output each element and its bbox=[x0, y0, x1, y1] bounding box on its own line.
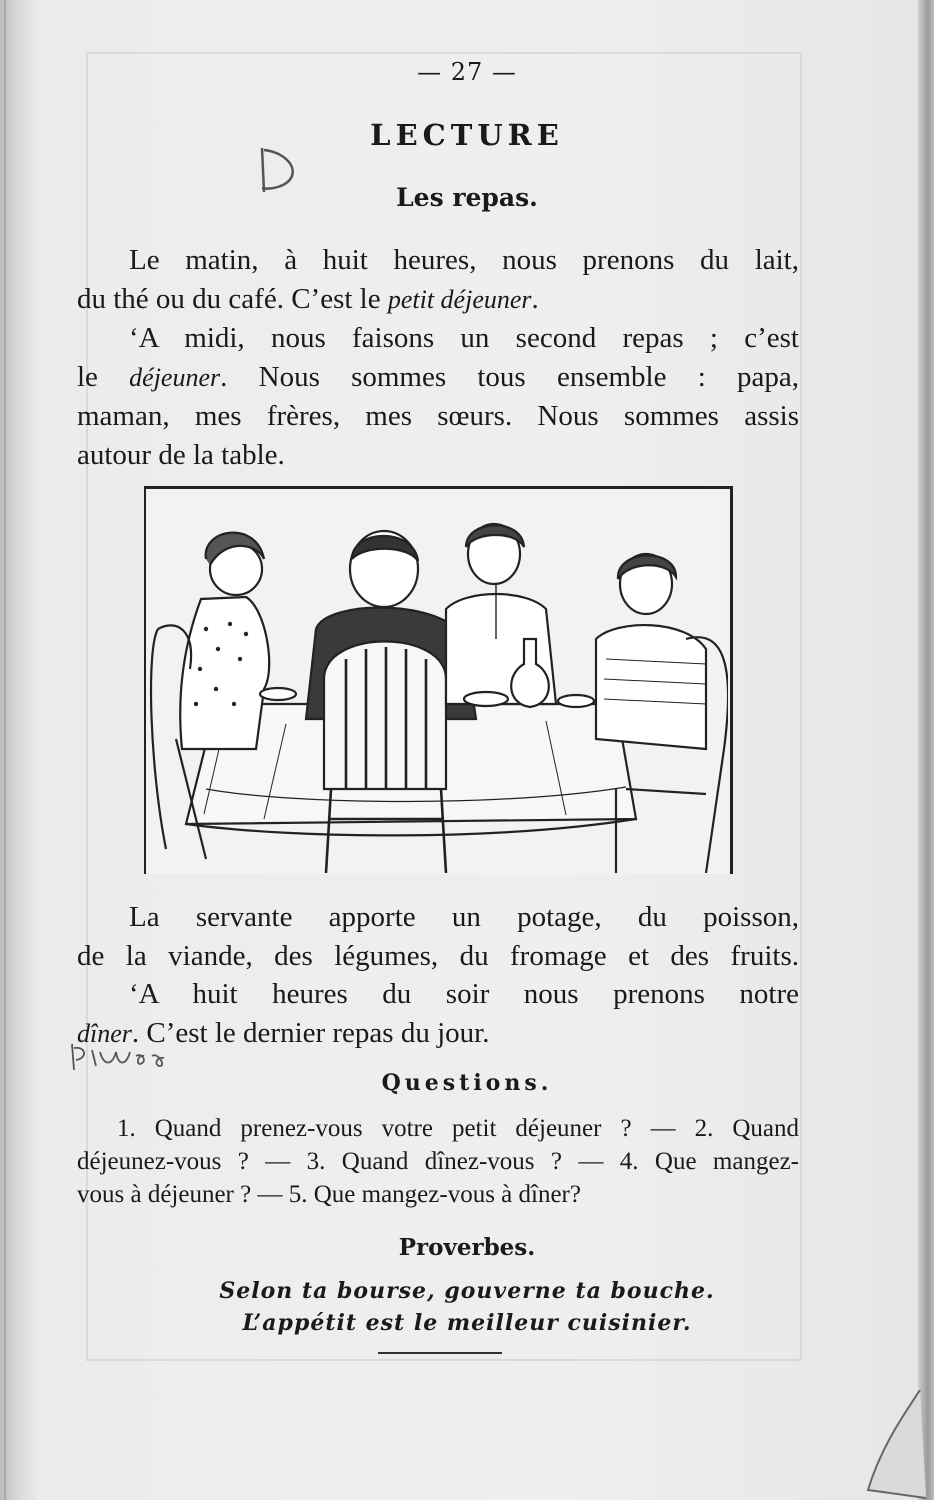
questions-block bbox=[77, 1112, 799, 1211]
questions-heading: Questions. bbox=[381, 1070, 553, 1096]
question-line: vous à déjeuner ? — 5. Que mangez-vous à dîner? bbox=[77, 1181, 581, 1208]
proverb-2: L’appétit est le meilleur cuisinier. bbox=[242, 1310, 692, 1336]
pencil-mark-icon bbox=[252, 140, 302, 200]
page-edge bbox=[918, 0, 934, 1500]
closing-rule bbox=[378, 1352, 502, 1354]
text-line: La servante apporte un potage, du poisson, bbox=[129, 901, 799, 933]
question-line: déjeunez-vous ? — 3. Quand dînez-vous ? — 4. Que mangez- bbox=[77, 1148, 799, 1175]
page-curl-icon bbox=[860, 1390, 930, 1500]
italic-term: petit déjeuner bbox=[387, 284, 532, 314]
section-subtitle: Les repas. bbox=[396, 183, 538, 212]
proverb-1: Selon ta bourse, gouverne ta bouche. bbox=[219, 1278, 715, 1304]
text-line: de la viande, des légumes, du fromage et des fruits. bbox=[77, 939, 799, 972]
reading-paragraph-2 bbox=[77, 898, 799, 1053]
italic-term: déjeuner bbox=[129, 362, 221, 392]
question-line: 1. Quand prenez-vous votre petit déjeuner ? — 2. Quand bbox=[117, 1115, 799, 1142]
text-line: du thé ou du café. C’est le petit déjeuner. bbox=[77, 282, 539, 315]
page-number: — 27 — bbox=[417, 58, 517, 86]
illustration-drawing bbox=[146, 489, 728, 873]
italic-term: dîner bbox=[77, 1018, 132, 1048]
family-dinner-illustration bbox=[144, 486, 733, 874]
text-line: Le matin, à huit heures, nous prenons du lait, bbox=[129, 244, 799, 276]
gutter-line bbox=[4, 0, 6, 1500]
text-line: ‘A huit heures du soir nous prenons notre bbox=[129, 978, 799, 1010]
text-line: autour de la table. bbox=[77, 438, 285, 471]
text-line: le déjeuner. Nous sommes tous ensemble : papa, bbox=[77, 360, 799, 393]
proverbs-heading: Proverbes. bbox=[398, 1234, 536, 1261]
text-line: maman, mes frères, mes sœurs. Nous sommes assis bbox=[77, 400, 799, 432]
reading-paragraph-1 bbox=[77, 241, 799, 474]
page-title: LECTURE bbox=[370, 118, 564, 152]
text-line: ‘A midi, nous faisons un second repas ; c’est bbox=[129, 322, 799, 354]
text-line: dîner. C’est le dernier repas du jour. bbox=[77, 1016, 490, 1049]
